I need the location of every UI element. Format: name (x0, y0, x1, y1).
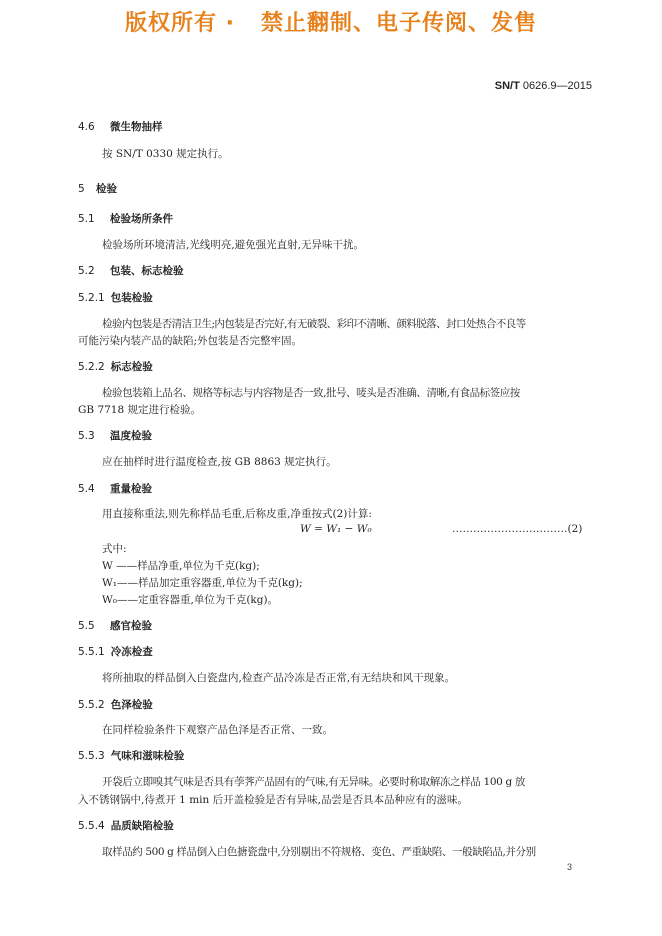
section-number: 5.5.1 (78, 646, 105, 658)
section-title: 检验场所条件 (110, 213, 173, 225)
heading-5-2-1 (78, 290, 153, 305)
paragraph-5-2-2-line1: 检验包装箱上品名、规格等标志与内容物是否一致,批号、唛头是否准确、清晰,有食品标签应按 (102, 387, 520, 399)
section-title: 标志检验 (110, 361, 153, 373)
section-number: 5.5.4 (78, 820, 105, 832)
section-title: 检验 (96, 183, 117, 195)
page-number: 3 (566, 862, 572, 872)
heading-4-6 (78, 119, 163, 134)
heading-5-1 (78, 211, 173, 226)
variable-w: W ——样品净重,单位为千克(kg); (102, 560, 260, 572)
section-title: 重量检验 (110, 483, 152, 495)
variable-w0: W₀——定重容器重,单位为千克(kg)。 (102, 594, 279, 606)
standard-number: 0626.9—2015 (522, 80, 592, 92)
paragraph-5-5-3-line2: 入不锈钢锅中,待煮开 1 min 后开盖检验是否有异味,品尝是否具本品种应有的滋味。 (78, 794, 468, 806)
paragraph-5-3: 应在抽样时进行温度检查,按 GB 8863 规定执行。 (102, 456, 337, 468)
paragraph-5-5-1: 将所抽取的样品倒入白瓷盘内,检查产品冷冻是否正常,有无结块和风干现象。 (102, 672, 456, 684)
variable-w1: W₁——样品加定重容器重,单位为千克(kg); (102, 577, 303, 589)
section-number: 5.2.2 (78, 361, 105, 373)
watermark: 版权所有 · 禁止翻制、电子传阅、发售 (125, 11, 537, 36)
paragraph-5-1: 检验场所环境清洁,光线明亮,避免强光直射,无异味干扰。 (102, 239, 365, 251)
section-number: 5.2 (78, 265, 95, 277)
heading-5-4 (78, 481, 152, 496)
heading-5-5 (78, 618, 152, 633)
section-number: 5.3 (78, 430, 95, 442)
section-title: 品质缺陷检验 (110, 820, 174, 832)
formula-2: W = W₁ − W₀ (300, 523, 372, 535)
paragraph-5-5-3-line1: 开袋后立即嗅其气味是否具有荸荠产品固有的气味,有无异味。必要时称取解冻之样品 100 g 放 (102, 776, 526, 788)
standard-prefix: SN/T (494, 80, 520, 92)
heading-5-5-1 (78, 644, 153, 659)
section-number: 5.5 (78, 620, 95, 632)
where-label: 式中: (102, 543, 127, 555)
section-number: 5.2.1 (78, 292, 105, 304)
paragraph-5-2-1-line2: 可能污染内装产品的缺陷;外包装是否完整牢固。 (78, 335, 303, 347)
section-title: 微生物抽样 (110, 121, 163, 133)
paragraph-5-4: 用直接称重法,则先称样品毛重,后称皮重,净重按式(2)计算: (102, 508, 372, 520)
paragraph-4-6: 按 SN/T 0330 规定执行。 (102, 148, 229, 160)
section-title: 感官检验 (110, 620, 152, 632)
formula-number: ……………………………(2) (452, 523, 583, 535)
section-number: 5.5.2 (78, 699, 105, 711)
heading-5-3 (78, 428, 152, 443)
heading-5-2 (78, 263, 184, 278)
section-title: 冷冻检查 (110, 646, 153, 658)
section-number: 4.6 (78, 121, 95, 133)
paragraph-5-2-1-line1: 检验内包装是否清洁卫生;内包装是否完好,有无破裂、彩印不清晰、颜料脱落、封口处热合不良等 (102, 318, 526, 330)
section-number: 5.1 (78, 213, 95, 225)
section-title: 色泽检验 (110, 699, 153, 711)
heading-5-5-2 (78, 697, 153, 712)
section-title: 包装检验 (110, 292, 153, 304)
section-title: 气味和滋味检验 (110, 750, 185, 762)
section-number: 5 (78, 183, 85, 195)
section-title: 包装、标志检验 (110, 265, 184, 277)
paragraph-5-5-2: 在同样检验条件下观察产品色泽是否正常、一致。 (102, 724, 333, 736)
heading-5-5-4 (78, 818, 174, 833)
heading-5-2-2 (78, 359, 153, 374)
section-title: 温度检验 (110, 430, 152, 442)
section-number: 5.5.3 (78, 750, 105, 762)
section-number: 5.4 (78, 483, 95, 495)
standard-code (495, 80, 592, 92)
heading-5-5-3 (78, 748, 184, 763)
heading-5 (78, 181, 117, 196)
paragraph-5-2-2-line2: GB 7718 规定进行检验。 (78, 404, 202, 416)
paragraph-5-5-4: 取样品约 500 g 样品倒入白色搪瓷盘中,分别剔出不符规格、变色、严重缺陷、一般缺陷品,并分别 (102, 846, 536, 858)
